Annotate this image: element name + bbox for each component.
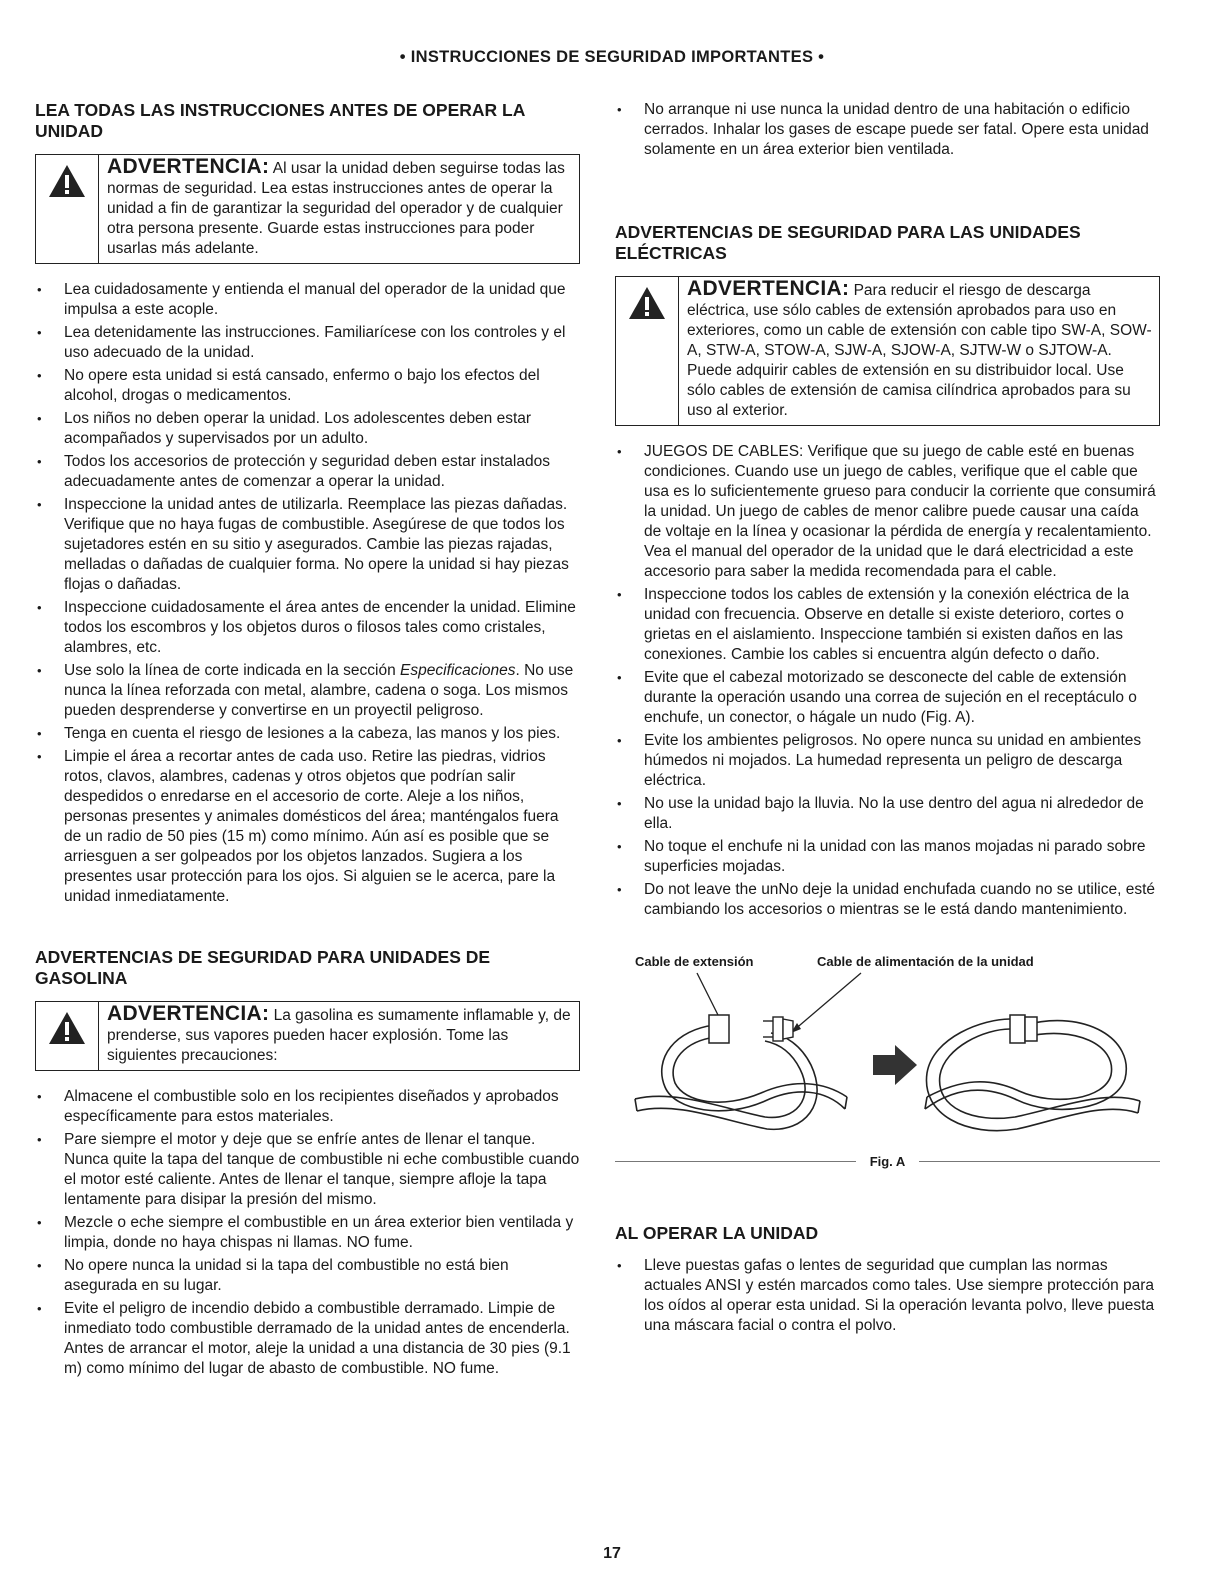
list-item-text: . No use nunca la línea reforzada con metal, alambre, cadena o soga. Los mismos pueden desprenderse y convertirse en un proyectil peligroso. — [64, 662, 574, 719]
warning-text — [99, 155, 579, 263]
left-column — [35, 100, 580, 1382]
list-item: • Lea cuidadosamente y entienda el manual del operador de la unidad que impulsa a este acople. — [35, 280, 580, 320]
list-item: • No opere nunca la unidad si la tapa del combustible no está bien asegurada en su lugar. — [35, 1256, 580, 1296]
figure-caption — [615, 1154, 1160, 1169]
list-item: • Evite los ambientes peligrosos. No opere nunca su unidad en ambientes húmedos ni mojados. La humedad representa un peligro de descarga eléctrica. — [615, 731, 1160, 791]
list-item: • Inspeccione cuidadosamente el área antes de encender la unidad. Elimine todos los escombros y los objetos duros o filosos tales como cristales, alambres, etc. — [35, 598, 580, 658]
list-item: • No opere esta unidad si está cansado, enfermo o bajo los efectos del alcohol, drogas o medicamentos. — [35, 366, 580, 406]
label-extension-cord: Cable de extensión — [635, 954, 754, 969]
list-item: • Lleve puestas gafas o lentes de seguridad que cumplan las normas actuales ANSI y estén marcados como tales. Use siempre protección para los oídos al operar esta unidad. Si la operación levanta polvo, lleve puesta una máscara facial o contra el polvo. — [615, 1256, 1160, 1336]
warning-box-electric — [615, 276, 1160, 426]
list-item: • No use la unidad bajo la lluvia. No la use dentro del agua ni alrededor de ella. — [615, 794, 1160, 834]
list-item — [35, 661, 580, 721]
list-item: • Mezcle o eche siempre el combustible en un área exterior bien ventilada y limpia, donde no haya chispas ni llamas. NO fume. — [35, 1213, 580, 1253]
section-title-operating: AL OPERAR LA UNIDAD — [615, 1223, 819, 1243]
warning-icon-cell — [36, 155, 99, 263]
bullet-list-gasoline — [35, 1087, 580, 1379]
section-title-gasoline: ADVERTENCIAS DE SEGURIDAD PARA UNIDADES DE GASOLINA — [35, 947, 491, 988]
bullet-list-operating — [615, 1256, 1160, 1336]
list-item: • Evite que el cabezal motorizado se desconecte del cable de extensión durante la operación usando una correa de sujeción en el receptáculo o enchufe, un conector, o hágale un nudo (Fig. A). — [615, 668, 1160, 728]
warning-word: ADVERTENCIA: — [107, 155, 270, 178]
list-item: • Inspeccione la unidad antes de utilizarla. Reemplace las piezas dañadas. Verifique que no haya fugas de combustible. Asegúrese de que todos los sujetadores estén en su sitio y asegurados. Cambie las piezas rajadas, melladas o dañadas de cualquier forma. No opere la unidad si hay piezas flojas o dañadas. — [35, 495, 580, 595]
warning-body: La gasolina es sumamente inflamable y, de prenderse, sus vapores pueden hacer explosión. Tome las siguientes precauciones: — [107, 1007, 571, 1064]
figure-caption-text: Fig. A — [869, 1154, 906, 1169]
warning-box-gasoline — [35, 1001, 580, 1071]
list-item: • Do not leave the unNo deje la unidad enchufada cuando no se utilice, esté cambiando los accesorios o mientras se le está dando mantenimiento. — [615, 880, 1160, 920]
warning-triangle-icon — [47, 1010, 87, 1046]
list-item: • Inspeccione todos los cables de extensión y la conexión eléctrica de la unidad con frecuencia. Observe en detalle si existe deterioro, cortes o grietas en el aislamiento. Inspeccione también si existen daños en las conexiones. Cambie los cables si encuentra algún defecto o daño. — [615, 585, 1160, 665]
warning-word: ADVERTENCIA: — [687, 277, 850, 300]
list-item: • Limpie el área a recortar antes de cada uso. Retire las piedras, vidrios rotos, clavos, alambres, cadenas y otros objetos que podrían salir despedidos o enredarse en el accesorio de corte. Aleje a los niños, personas presentes y animales domésticos del área; manténgalos fuera de un radio de 50 pies (15 m) como mínimo. Aún así es posible que se arriesguen a ser golpeados por los objetos lanzados. Sugiera a los presentes usar protección para los ojos. Si alguien se le acerca, pare la unidad inmediatamente. — [35, 747, 580, 907]
label-power-cord: Cable de alimentación de la unidad — [817, 954, 1034, 969]
page-title: • INSTRUCCIONES DE SEGURIDAD IMPORTANTES • — [399, 48, 825, 66]
section-title-read-instructions: LEA TODAS LAS INSTRUCCIONES ANTES DE OPERAR LA UNIDAD — [35, 100, 525, 141]
list-item: • Todos los accesorios de protección y seguridad deben estar instalados adecuadamente antes de comenzar a operar la unidad. — [35, 452, 580, 492]
list-item: • No toque el enchufe ni la unidad con las manos mojadas ni parado sobre superficies mojadas. — [615, 837, 1160, 877]
bullet-list-electric — [615, 442, 1160, 920]
figure-a — [615, 954, 1160, 1169]
list-item: • Evite el peligro de incendio debido a combustible derramado. Limpie de inmediato todo combustible derramado de la unidad antes de encenderla. Antes de arrancar el motor, aleje la unidad a una distancia de 30 pies (9.1 m) como mínimo del lugar de abasto de combustible. NO fume. — [35, 1299, 580, 1379]
figure-labels — [635, 954, 1160, 969]
right-column — [615, 100, 1160, 1339]
warning-icon-cell — [36, 1002, 99, 1070]
arrow-right-icon — [873, 1045, 917, 1085]
list-item: • Almacene el combustible solo en los recipientes diseñados y aprobados específicamente para estos materiales. — [35, 1087, 580, 1127]
list-item: • Lea detenidamente las instrucciones. Familiarícese con los controles y el uso adecuado de la unidad. — [35, 323, 580, 363]
warning-text — [99, 1002, 579, 1070]
warning-box-general — [35, 154, 580, 264]
section-title-electric: ADVERTENCIAS DE SEGURIDAD PARA LAS UNIDADES ELÉCTRICAS — [615, 222, 1081, 263]
caption-rule-right — [919, 1161, 1160, 1162]
warning-text — [679, 277, 1159, 425]
list-item: • JUEGOS DE CABLES: Verifique que su juego de cable esté en buenas condiciones. Cuando use un juego de cables, verifique que el cable que usa es lo suficientemente grueso para conducir la corriente que consumirá la unidad. Un juego de cables de menor calibre puede causar una caída de voltaje en la línea y ocasionar la pérdida de energía y recalentamiento. Vea el manual del operador de la unidad que le dará electricidad a este accesorio para saber la medida recomendada para el cable. — [615, 442, 1160, 582]
plug-connector — [763, 1017, 793, 1041]
warning-body: Al usar la unidad deben seguirse todas las normas de seguridad. Lea estas instrucciones antes de operar la unidad a fin de garantizar la seguridad del operador y de cualquier otra persona presente. Guarde estas instrucciones para poder usarlas más adelante. — [107, 160, 565, 257]
warning-icon-cell — [616, 277, 679, 425]
list-item-italic: Especificaciones — [400, 662, 516, 679]
list-item: • Los niños no deben operar la unidad. Los adolescentes deben estar acompañados y supervisados por un adulto. — [35, 409, 580, 449]
list-item: • Pare siempre el motor y deje que se enfríe antes de llenar el tanque. Nunca quite la tapa del tanque de combustible ni eche combustible cuando el motor esté caliente. Antes de llenar el tanque, siempre afloje la tapa lentamente para disipar la presión del mismo. — [35, 1130, 580, 1210]
warning-triangle-icon — [47, 163, 87, 199]
warning-body: Para reducir el riesgo de descarga eléctrica, use sólo cables de extensión aprobados para uso en exteriores, como un cable de extensión con cable tipo SW-A, SOW-A, STW-A, STOW-A, SJW-A, SJOW-A, SJTW-W o SJTOW-A. Puede adquirir cables de extensión en su distribuidor local. Use sólo cables de extensión de camisa cilíndrica aprobados para su uso al exterior. — [687, 282, 1152, 419]
bullet-list-general — [35, 280, 580, 907]
caption-rule-left — [615, 1161, 856, 1162]
bullet-list-enclosed — [615, 100, 1160, 160]
list-item: • No arranque ni use nunca la unidad dentro de una habitación o edificio cerrados. Inhalar los gases de escape puede ser fatal. Opere esta unidad solamente en un área exterior bien ventilada. — [615, 100, 1160, 160]
warning-word: ADVERTENCIA: — [107, 1002, 270, 1025]
list-item: • Tenga en cuenta el riesgo de lesiones a la cabeza, las manos y los pies. — [35, 724, 580, 744]
socket-connector — [709, 1015, 729, 1043]
page-number: 17 — [603, 1545, 621, 1562]
warning-triangle-icon — [627, 285, 667, 321]
cord-knot-illustration — [615, 969, 1160, 1149]
list-item-text: Use solo la línea de corte indicada en la sección — [64, 662, 401, 679]
